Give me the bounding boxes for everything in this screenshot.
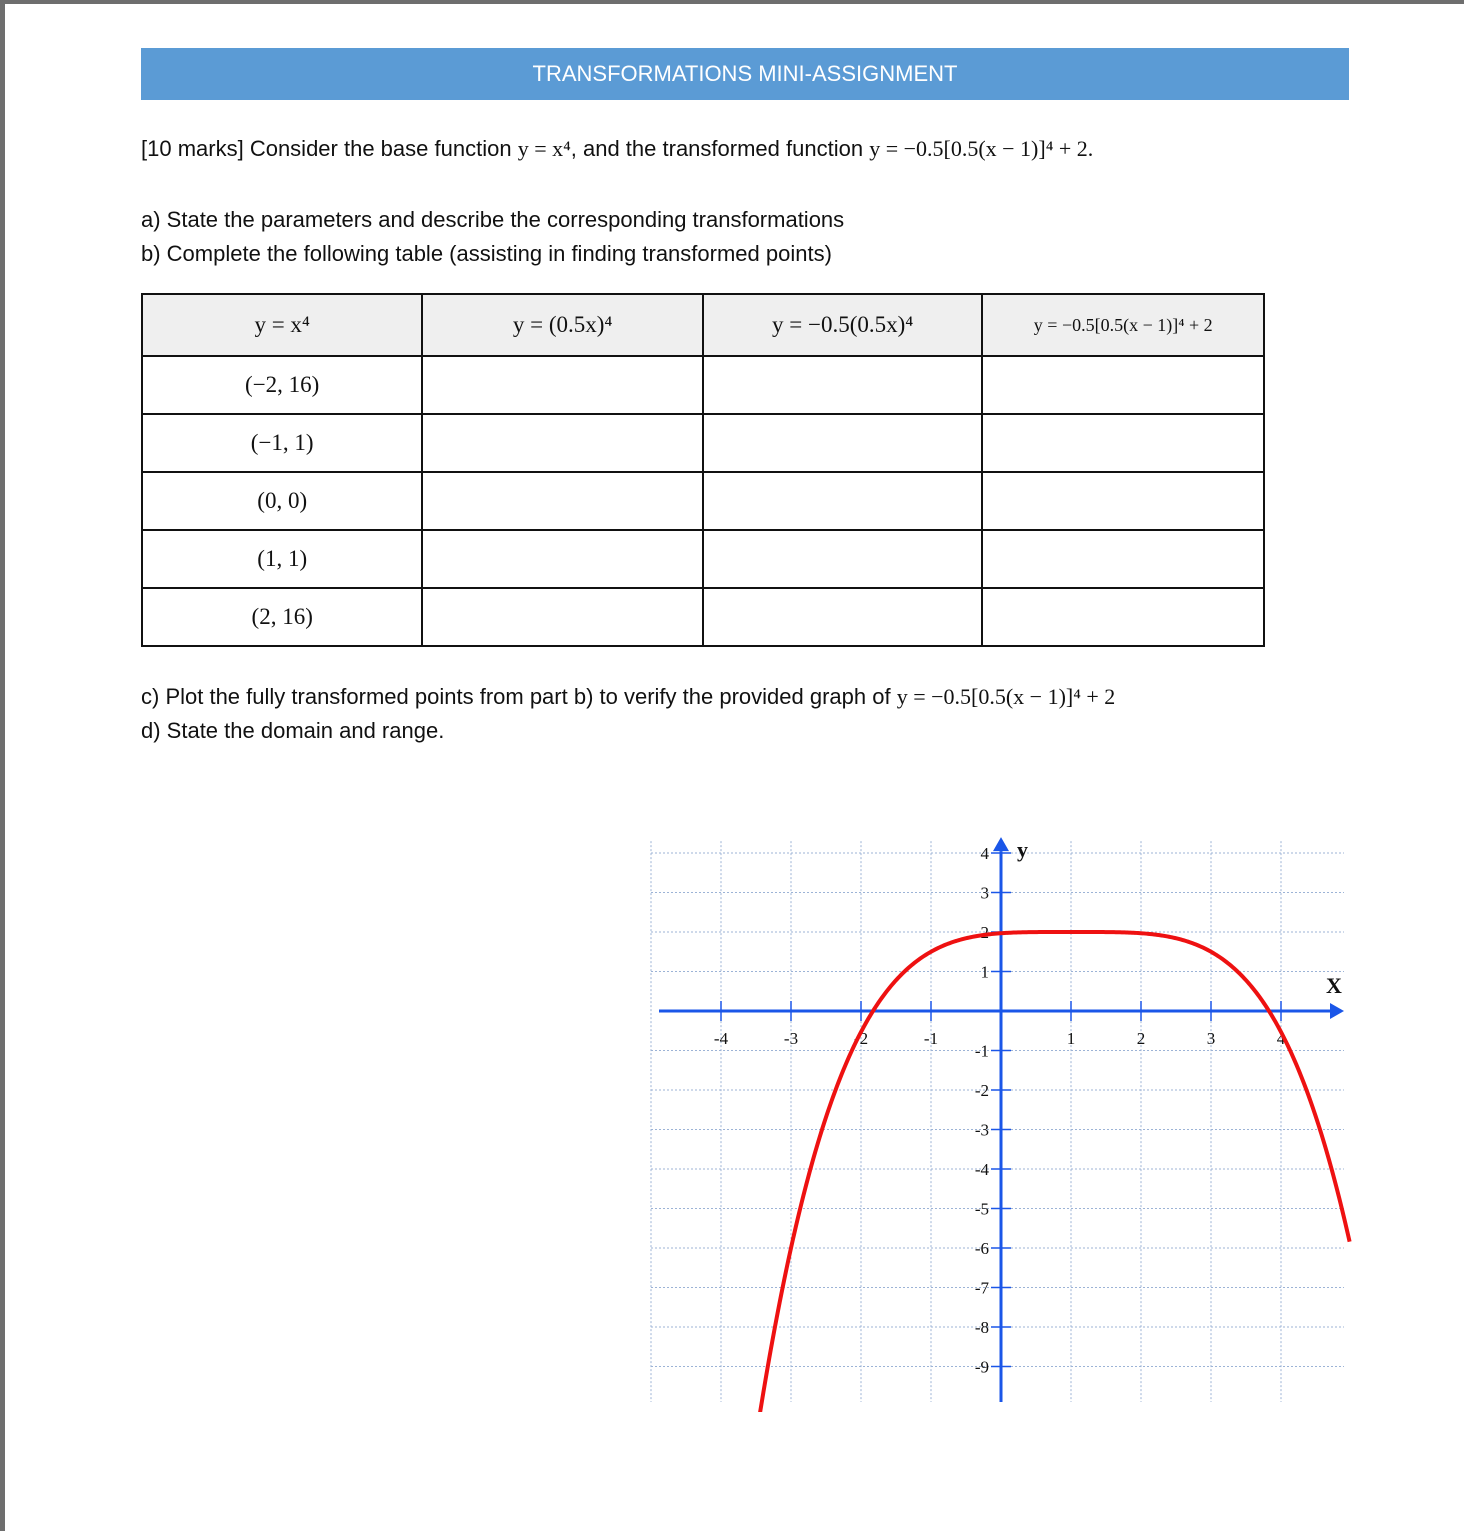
table-cell: (2, 16) [142,588,422,646]
table-header: y = −0.5(0.5x)⁴ [703,294,983,356]
table-row [142,588,1264,646]
table-row [142,472,1264,530]
table-header-row [142,294,1264,356]
part-c-function: y = −0.5[0.5(x − 1)]⁴ + 2 [896,684,1116,709]
x-axis-label: X [1326,973,1342,998]
y-tick-label: -7 [974,1278,989,1298]
table-cell: (0, 0) [142,472,422,530]
table-row [142,414,1264,472]
table-cell-blank[interactable] [982,356,1264,414]
table-cell-blank[interactable] [703,414,983,472]
table-cell-blank[interactable] [422,472,702,530]
table-cell-blank[interactable] [703,530,983,588]
y-tick-label: -3 [974,1120,989,1140]
x-axis-arrow-icon [1330,1003,1344,1019]
y-tick-label: -1 [974,1041,989,1061]
table-cell-blank[interactable] [422,414,702,472]
intro-middle: , and the transformed function [570,136,864,161]
transformed-function: y = −0.5[0.5(x − 1)]⁴ + 2. [869,136,1094,161]
x-tick-label: 1 [1066,1029,1076,1048]
part-c-text: c) Plot the fully transformed points from part b) to verify the provided graph of [141,684,891,709]
y-tick-label: -2 [974,1081,989,1100]
y-tick-label: -6 [974,1239,989,1258]
table-cell-blank[interactable] [422,356,702,414]
part-d: d) State the domain and range. [141,718,445,743]
transformed-function-curve [757,932,1349,1412]
y-tick-label: 4 [980,844,989,863]
table-cell-blank[interactable] [422,530,702,588]
assignment-title-banner [141,48,1349,100]
assignment-title: TRANSFORMATIONS MINI-ASSIGNMENT [532,61,958,86]
table-cell: (1, 1) [142,530,422,588]
table-header: y = x⁴ [142,294,422,356]
table-cell-blank[interactable] [982,588,1264,646]
y-tick-label: 2 [980,923,989,942]
part-c [141,684,1115,710]
y-tick-label: -5 [974,1199,989,1219]
x-tick-label: -4 [713,1029,729,1048]
table-cell-blank[interactable] [982,414,1264,472]
table-cell-blank[interactable] [982,472,1264,530]
table-row [142,356,1264,414]
y-tick-label: 1 [980,962,989,982]
table-cell: (−1, 1) [142,414,422,472]
y-tick-label: -9 [974,1357,989,1377]
part-a: a) State the parameters and describe the corresponding transformations [141,207,845,232]
table-row [142,530,1264,588]
table-cell-blank[interactable] [703,472,983,530]
base-function: y = x⁴ [517,136,571,161]
table-cell-blank[interactable] [982,530,1264,588]
table-header: y = −0.5[0.5(x − 1)]⁴ + 2 [982,294,1264,356]
transformation-table [141,293,1265,647]
y-axis-label: y [1017,837,1028,863]
function-graph [640,812,1360,1412]
y-axis-arrow-icon [993,837,1009,851]
x-tick-label: 3 [1206,1029,1216,1048]
part-b: b) Complete the following table (assisting in finding transformed points) [141,241,832,266]
table-cell-blank[interactable] [703,356,983,414]
x-tick-label: -2 [853,1029,869,1048]
question-intro [141,136,1093,162]
page-left-border [0,0,5,1531]
marks-label: [10 marks] [141,136,244,161]
table-cell-blank[interactable] [703,588,983,646]
y-tick-label: -4 [974,1160,989,1179]
table-header: y = (0.5x)⁴ [422,294,702,356]
intro-lead: Consider the base function [249,136,512,161]
y-tick-label: 3 [980,883,989,903]
x-tick-label: -3 [783,1029,799,1048]
x-tick-label: -1 [923,1029,939,1048]
y-tick-label: -8 [974,1318,989,1337]
table-cell-blank[interactable] [422,588,702,646]
x-tick-label: 2 [1136,1029,1146,1048]
page-top-border [0,0,1464,4]
table-cell: (−2, 16) [142,356,422,414]
x-tick-label: 4 [1276,1029,1286,1048]
